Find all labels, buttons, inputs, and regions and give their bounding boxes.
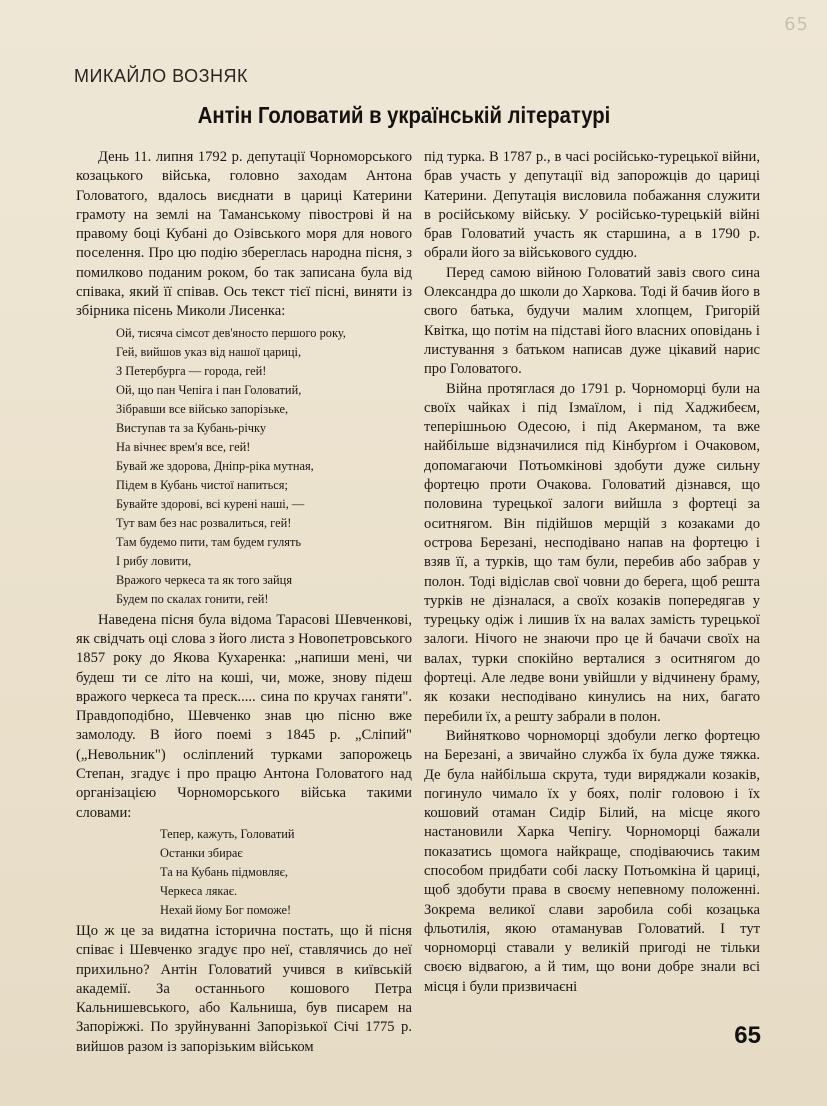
verse-line: Вражого черкеса та як того зайця bbox=[116, 572, 293, 587]
verse-line: Будем по скалах гонити, гей! bbox=[116, 591, 269, 606]
paragraph: Що ж це за видатна історична постать, що й пісня співає і Шевченко згадує про неї, ставлячись до неї прихильно? Антін Головатий учився в київській академії. За останнього кошового Петра Кальнишевського, або Кальниша, був писарем на Запоріжжі. По зруйнуванні Запорізької Січі 1775 р. вийшов разом із запорізьким військом bbox=[76, 922, 412, 1055]
verse-line: Тут вам без нас розвалиться, гей! bbox=[116, 515, 292, 530]
verse-line: Ой, тисяча сімсот дев'яносто першого року, bbox=[116, 325, 346, 340]
verse-line: Ой, що пан Чепіга і пан Головатий, bbox=[116, 382, 302, 397]
verse-line: На вічнеє врем'я все, гей! bbox=[116, 439, 251, 454]
verse-line: Та на Кубань підмовляє, bbox=[160, 864, 289, 879]
paragraph: Вийнятково чорноморці здобули легко фортецю на Березані, а звичайно служба їх була дуже тяжка. Де була найбільша скрута, туди виряджали козаків, погинуло чимало їх у боях, поліг головою і їх кошовий отаман Сидір Білий, на місце якого настановили Харка Чепігу. Чорноморці бажали показатись щомога найкраще, сподіваючись таким способом придбати собі ласку Потьомкіна й цариці, щоб здобути права в своєму непевному положенні. Зокрема великої слави заробила собі козацька фльотилія, якою отаманував Головатий. І тут чорноморці ставали у великій пригоді не тільки своєю відвагою, а й тим, що вони добре знали всі місця і були призвичаєні bbox=[424, 727, 760, 995]
article-title: Антін Головатий в українській літературі bbox=[197, 102, 611, 128]
verse-line: Тепер, кажуть, Головатий bbox=[160, 826, 295, 841]
verse-line: Підем в Кубань чистої напиться; bbox=[116, 477, 288, 492]
verse-line: Там будемо пити, там будем гулять bbox=[116, 534, 302, 549]
paragraph: Війна протяглася до 1791 р. Чорноморці були на своїх чайках і під Ізмаїлом, і під Хаджибеєм, теперішньою Одесою, і під Акерманом, та вже найбільше відзначилися під Кінбурґом і Очаковом, допомагаючи Потьомкінові здобути дуже сильну фортецю проти Очакова. Головатий дізнався, що половина турецької залоги вийшла з фортеці за оситнягом. Він підійшов мерщій з козаками до острова Березані, несподівано напав на фортецю і взяв її, а турків, що там були, перебив або забрав у полон. Тоді відіслав свої човни до берега, щоб решта турків не дізналася, а своїх козаків попередягав у турецьку одіж і лишив їх на валах замість турецької залоги. Нічого не знаючи про це й бачачи своїх на валах, турки спокійно верталися з оситнягом до фортеці. Але ледве вони увійшли у відчинену браму, як козаки несподівано кинулись на них, багато перебили їх, а решту забрали в полон. bbox=[424, 380, 760, 725]
page-number: 65 bbox=[734, 1022, 761, 1049]
verse-line: Виступав та за Кубань-річку bbox=[116, 420, 267, 435]
verse-line: Бувай же здорова, Дніпр-ріка мутная, bbox=[116, 458, 314, 473]
author-name: МИКАЙЛО ВОЗНЯК bbox=[74, 66, 248, 86]
verse-line: Нехай йому Бог поможе! bbox=[160, 902, 292, 917]
verse-line: Зібравши все військо запорізьке, bbox=[116, 401, 289, 416]
poem-verse bbox=[76, 825, 412, 920]
verse-line: І рибу ловити, bbox=[116, 553, 192, 568]
verse-line: Черкеса лякає. bbox=[160, 883, 238, 898]
paragraph: Перед самою війною Головатий завіз свого сина Олександра до школи до Харкова. Тоді й бачив його в свого батька, будучи малим хлопцем, Григорій Квітка, що потім на підставі його власних оповідань і листування з батьком написав дуже цікавий нарис про Головатого. bbox=[424, 264, 760, 378]
paragraph: під турка. В 1787 р., в часі російсько-турецької війни, брав участь у депутації від запорожців до цариці Катерини. Депутація висловила побажання служити в російському війську. У російсько-турецькій війні брав Головатий участь як старшина, а в 1790 р. обрали його за військового суддю. bbox=[424, 149, 760, 262]
verse-line: Гей, вийшов указ від нашої цариці, bbox=[116, 344, 302, 359]
verse-line: З Петербурга — города, гей! bbox=[116, 363, 267, 378]
paragraph: Наведена пісня була відома Тарасові Шевченкові, як свідчать оці слова з його листа з Новопетровського 1857 року до Якова Кухаренка: „напиши мені, чи будеш ти се літо на коші, чи, може, знову підеш вражого черкеса та преск..... сина по кручах ганяти". Правдоподібно, Шевченко знав цю пісню вже замолоду. В його поемі з 1845 р. „Сліпий" („Невольник") осліплений турками запорожець Степан, згадує і про працю Антона Головатого над організацією Чорноморського війська такими словами: bbox=[76, 611, 412, 821]
song-verse bbox=[76, 324, 412, 609]
paragraph: День 11. липня 1792 р. депутації Чорноморського козацького війська, головно заходам Антона Головатого, вдалось виєднати в цариці Катерини грамоту на землі на Таманському півострові й на правому боці Кубані до Озівського моря для нового поселення. Про цю подію збереглась народна пісня, з помилково поданим роком, бо так записана була від співака, який її співав. Ось текст тієї пісні, виняти із збірника пісень Миколи Лисенка: bbox=[76, 149, 412, 320]
verse-line: Бувайте здорові, всі курені наші, — bbox=[116, 496, 305, 511]
left-column bbox=[76, 148, 412, 1057]
verse-line: Останки збирає bbox=[160, 845, 243, 860]
right-column bbox=[424, 148, 760, 997]
corner-page-number: 65 bbox=[784, 14, 809, 35]
